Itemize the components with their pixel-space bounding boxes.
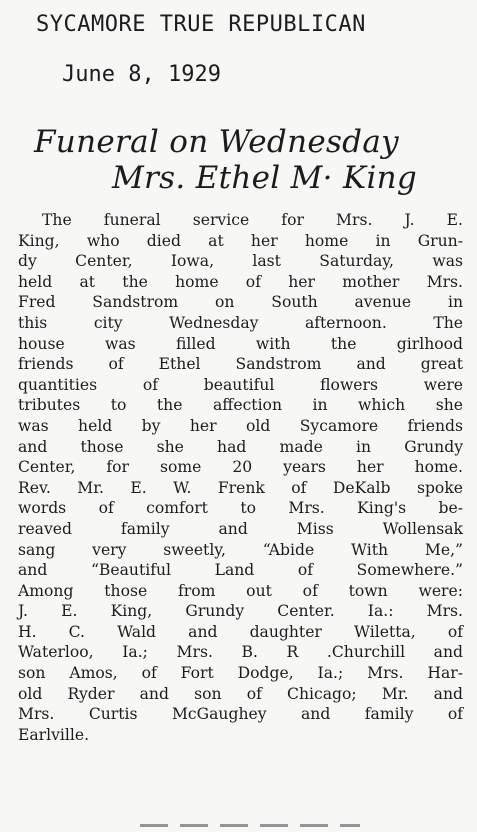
article-line: and “Beautiful Land of Somewhere.” xyxy=(18,561,463,580)
article-line: Among those from out of town were: xyxy=(18,581,463,600)
article-line: The funeral service for Mrs. J. E. xyxy=(42,211,463,229)
article-line: old Ryder and son of Chicago; Mr. and xyxy=(18,684,463,703)
headline-line-2: Mrs. Ethel M· King xyxy=(112,160,418,196)
article-headline xyxy=(34,124,417,196)
article-line: son Amos, of Fort Dodge, Ia.; Mrs. Har- xyxy=(18,664,463,683)
article-line: Center, for some 20 years her home. xyxy=(18,458,463,477)
article-line: reaved family and Miss Wollensak xyxy=(18,519,463,538)
publication-date: June 8, 1929 xyxy=(62,62,221,87)
headline-line-1: Funeral on Wednesday xyxy=(34,124,399,160)
article-line: Rev. Mr. E. W. Frenk of DeKalb spoke xyxy=(18,478,463,497)
newspaper-masthead: SYCAMORE TRUE REPUBLICAN xyxy=(36,12,366,37)
article-line: quantities of beautiful flowers were xyxy=(18,375,463,394)
article-line: Earlville. xyxy=(18,725,90,744)
article-line: tributes to the affection in which she xyxy=(18,396,463,415)
article-line: H. C. Wald and daughter Wiletta, of xyxy=(18,622,463,641)
article-line: this city Wednesday afternoon. The xyxy=(18,313,463,332)
article-line: friends of Ethel Sandstrom and great xyxy=(18,355,463,374)
article-line: sang very sweetly, “Abide With Me,” xyxy=(18,540,463,559)
article-line: King, who died at her home in Grun- xyxy=(18,231,463,250)
article-line: words of comfort to Mrs. King's be- xyxy=(18,499,463,518)
article-line: Fred Sandstrom on South avenue in xyxy=(18,293,463,312)
article-line: held at the home of her mother Mrs. xyxy=(18,272,463,291)
next-article-cut-edge xyxy=(140,824,360,827)
article-line: was held by her old Sycamore friends xyxy=(18,416,463,435)
article-line: and those she had made in Grundy xyxy=(18,437,463,456)
article-line: J. E. King, Grundy Center. Ia.: Mrs. xyxy=(18,602,463,621)
article-line: house was filled with the girlhood xyxy=(18,334,463,353)
article-line: dy Center, Iowa, last Saturday, was xyxy=(18,252,463,271)
article-line: Waterloo, Ia.; Mrs. B. R .Churchill and xyxy=(18,643,463,662)
article-line: Mrs. Curtis McGaughey and family of xyxy=(18,705,463,724)
article-body xyxy=(18,210,463,745)
